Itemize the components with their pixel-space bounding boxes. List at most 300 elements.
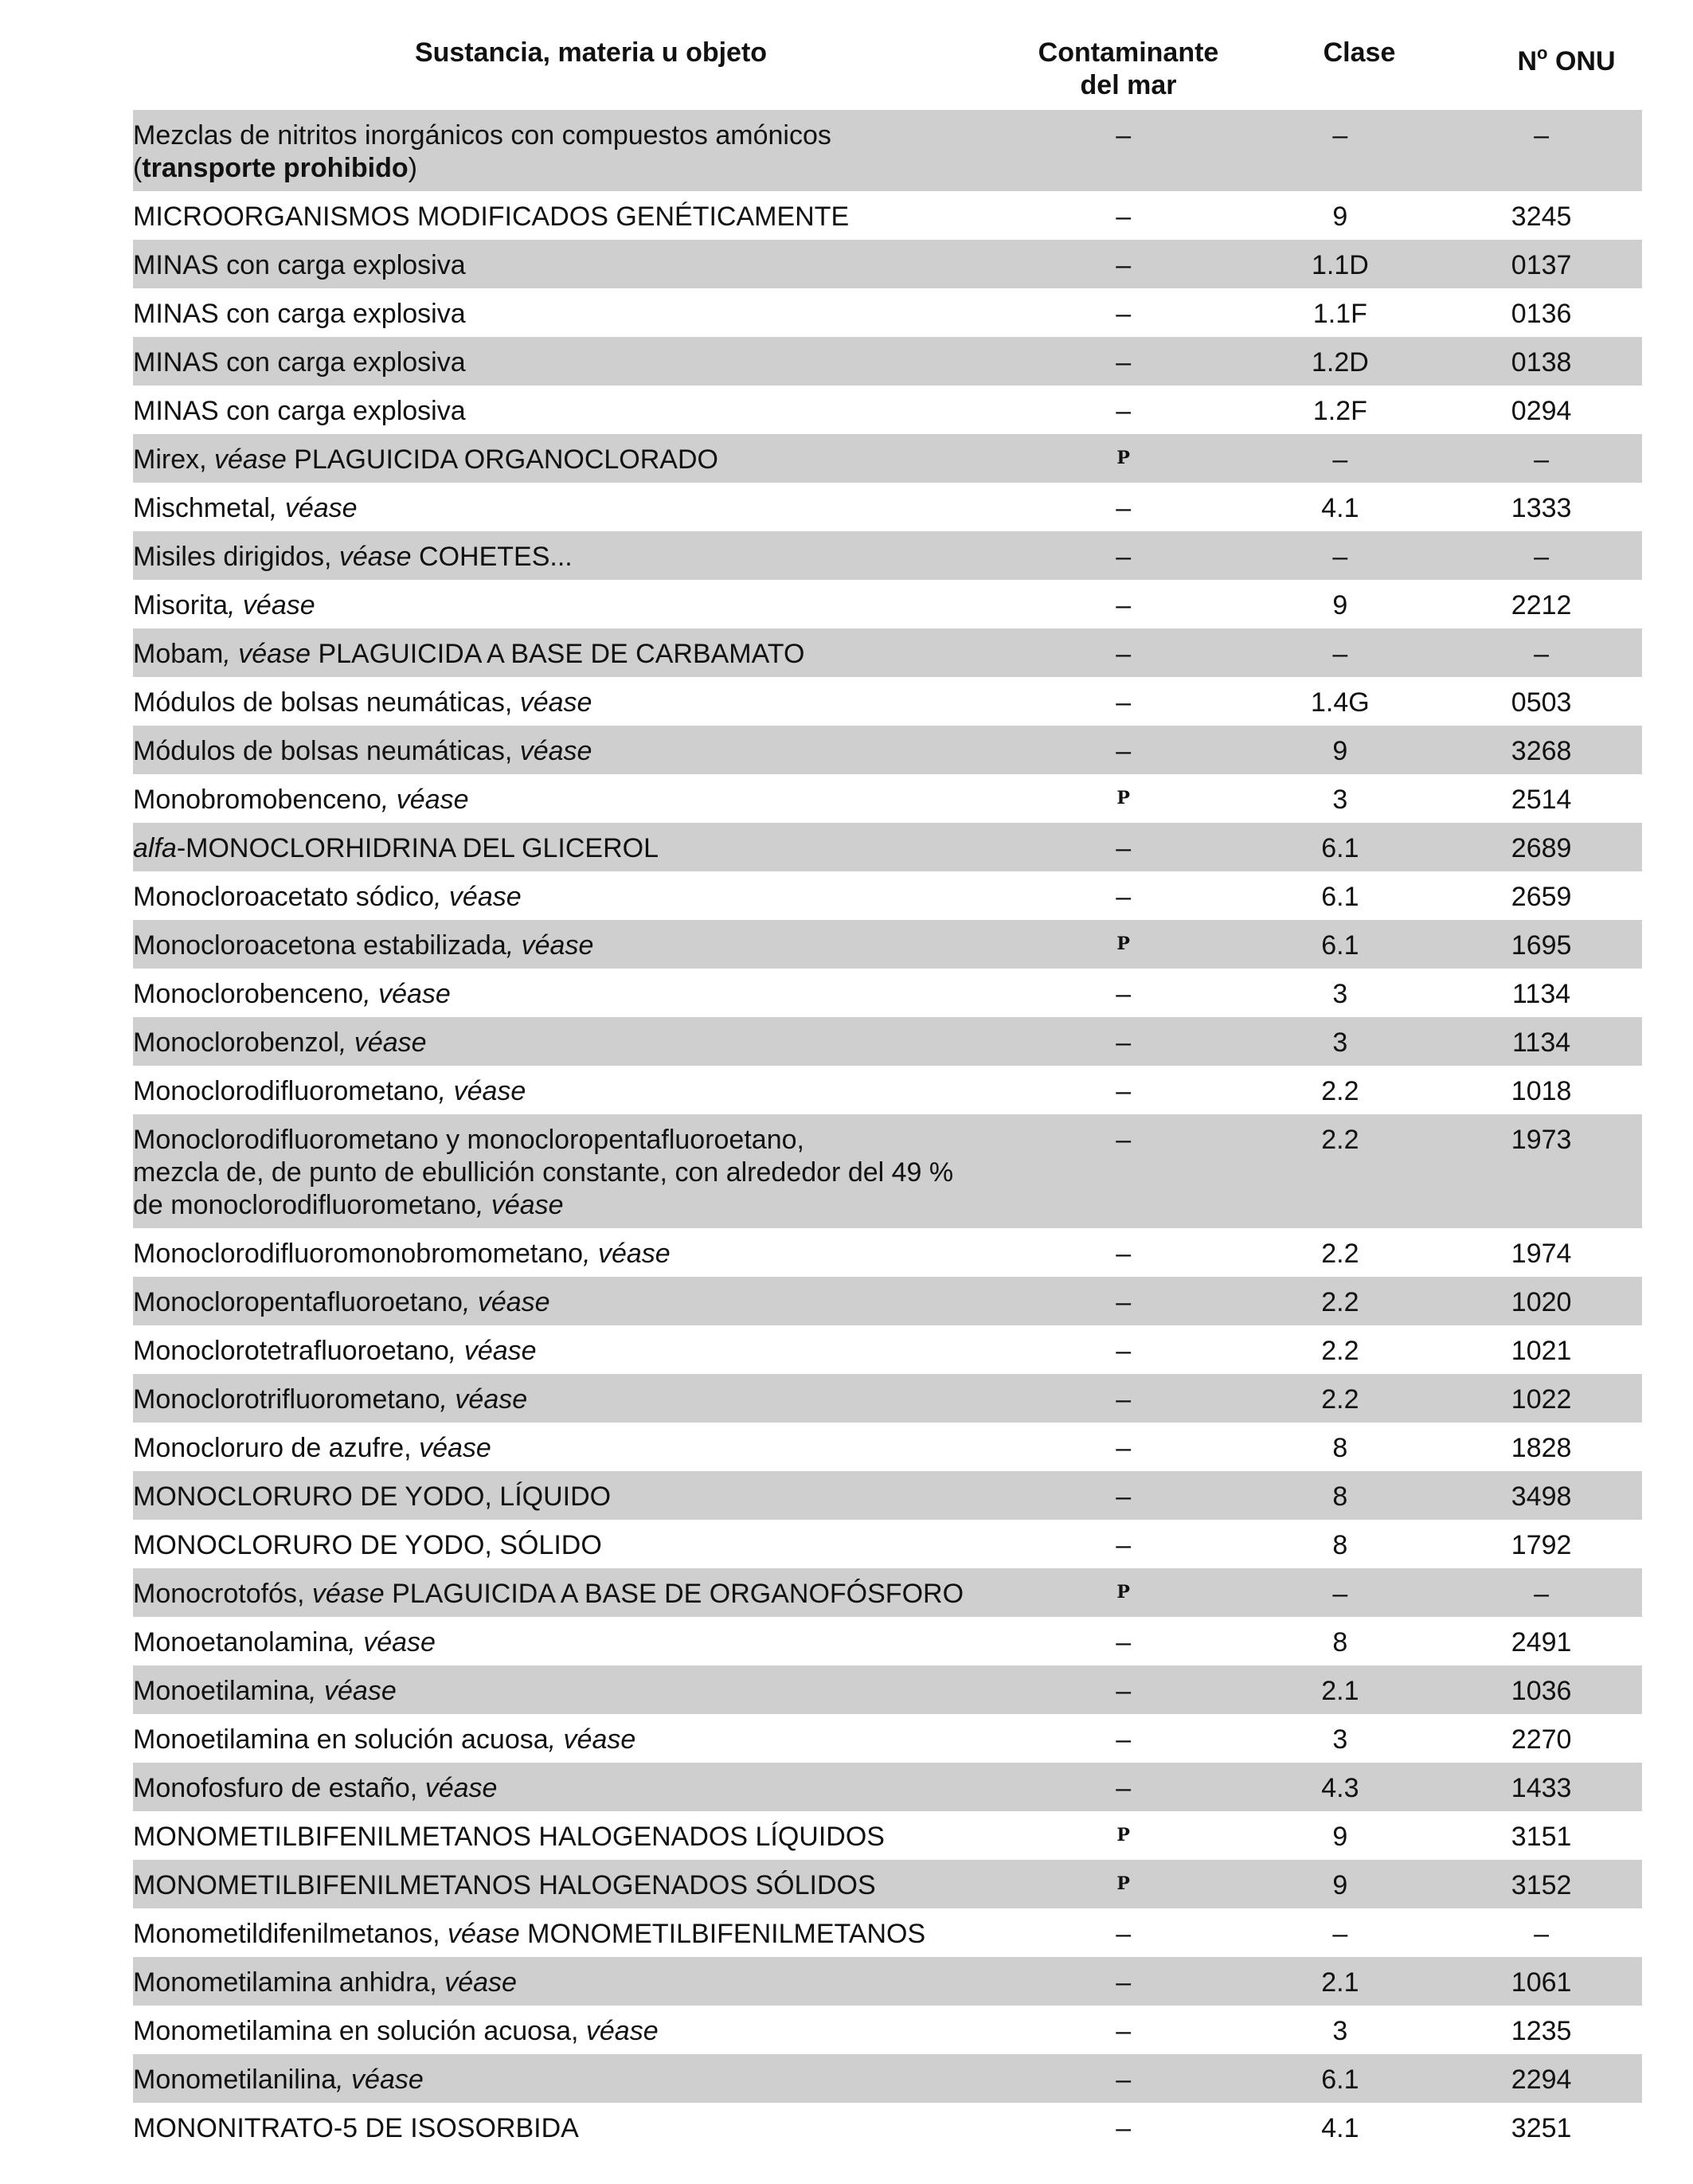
dash: –: [1116, 1027, 1132, 1058]
substance-text: (: [133, 153, 143, 183]
cell-substance: [133, 337, 1023, 379]
substance-text: Monocloruro de azufre,: [133, 1433, 420, 1463]
header-contaminant: [1009, 37, 1248, 102]
dash: –: [1116, 2113, 1132, 2143]
cell-marine-pollutant: [1007, 1908, 1240, 1951]
cell-class: 8: [1332, 1481, 1348, 1512]
dash: –: [1116, 2065, 1132, 2095]
cell-marine-pollutant: [1007, 823, 1240, 865]
cell-un-number: 0136: [1511, 299, 1572, 329]
cell-class: 6.1: [1321, 2065, 1359, 2095]
header-un-prefix: N: [1517, 46, 1538, 76]
cell-marine-pollutant: [1007, 2054, 1240, 2096]
cell-un-number: 1792: [1511, 1530, 1572, 1560]
cell-substance: [133, 920, 1023, 962]
cell-class: 1.1D: [1311, 250, 1369, 280]
substance-text: Monocloroacetato sódico: [133, 882, 435, 912]
dash: –: [1116, 1967, 1132, 1998]
cell-un-number: –: [1534, 1579, 1550, 1609]
cell-un-number: 0137: [1511, 250, 1572, 280]
substance-text: Monocloroacetona estabilizada: [133, 930, 506, 961]
cell-marine-pollutant: [1007, 1520, 1240, 1562]
dash: –: [1116, 736, 1132, 766]
substance-text: MINAS con carga explosiva: [133, 396, 466, 426]
substance-text: MONONITRATO-5 DE ISOSORBIDA: [133, 2113, 579, 2143]
substance-text: Monoetanolamina: [133, 1627, 349, 1658]
cell-substance: [133, 1325, 1023, 1368]
cell-class: –: [1332, 120, 1348, 151]
substance-text: Monometilamina en solución acuosa,: [133, 2016, 586, 2046]
dash: –: [1116, 1239, 1132, 1269]
table-row: [133, 288, 1642, 337]
cell-marine-pollutant: [1007, 1066, 1240, 1108]
cell-marine-pollutant: [1007, 337, 1240, 379]
dash: –: [1116, 1773, 1132, 1803]
substance-text: , véase: [462, 1287, 550, 1317]
substance-text: Misorita: [133, 590, 229, 620]
table-row: [133, 726, 1642, 774]
cell-substance: [133, 1714, 1023, 1756]
cell-marine-pollutant: [1007, 1277, 1240, 1319]
cell-substance: [133, 774, 1023, 816]
cell-substance: [133, 677, 1023, 719]
cell-substance: [133, 1617, 1023, 1659]
substance-text: -MONOCLORHIDRINA DEL GLICEROL: [176, 833, 659, 863]
substance-text: Mezclas de nitritos inorgánicos con compuestos amónicos: [133, 120, 831, 151]
substance-text: véase: [214, 444, 287, 475]
substance-text: Mobam: [133, 639, 224, 669]
cell-substance: [133, 288, 1023, 331]
cell-marine-pollutant: [1007, 1374, 1240, 1416]
substance-text: alfa: [133, 833, 177, 863]
substance-text: , véase: [438, 1076, 526, 1106]
dash: –: [1116, 1125, 1132, 1155]
dash: –: [1116, 2016, 1132, 2046]
substance-text: véase: [311, 1579, 385, 1609]
header-contaminant-line1: Contaminante: [1038, 37, 1219, 68]
cell-un-number: –: [1534, 1919, 1550, 1949]
cell-un-number: –: [1534, 120, 1550, 151]
dash: –: [1116, 120, 1132, 151]
cell-substance: [133, 969, 1023, 1011]
substance-text: Módulos de bolsas neumáticas,: [133, 687, 520, 718]
cell-class: 4.1: [1321, 2113, 1359, 2143]
substance-text: véase: [338, 542, 412, 572]
cell-class: 2.2: [1321, 1336, 1359, 1366]
cell-class: 3: [1332, 1724, 1348, 1755]
substance-text: Monoetilamina: [133, 1676, 310, 1706]
cell-class: 9: [1332, 590, 1348, 620]
cell-marine-pollutant: [1007, 1423, 1240, 1465]
cell-un-number: 2514: [1511, 785, 1572, 815]
cell-marine-pollutant: [1007, 434, 1240, 479]
substance-text: MONOCLORURO DE YODO, SÓLIDO: [133, 1530, 602, 1560]
cell-marine-pollutant: [1007, 1471, 1240, 1513]
dash: –: [1116, 1724, 1132, 1755]
dash: –: [1116, 542, 1132, 572]
substance-text: , véase: [228, 590, 315, 620]
table-row: [133, 2006, 1642, 2054]
cell-class: 4.1: [1321, 493, 1359, 523]
substance-text: transporte prohibido: [142, 153, 409, 183]
cell-un-number: 1021: [1511, 1336, 1572, 1366]
dash: –: [1116, 1384, 1132, 1415]
table-row: [133, 1277, 1642, 1325]
cell-un-number: 1433: [1511, 1773, 1572, 1803]
substance-text: Monoclorodifluorometano y monocloropentafluoroetano,: [133, 1125, 804, 1155]
cell-un-number: 1020: [1511, 1287, 1572, 1317]
substance-text: Monofosfuro de estaño,: [133, 1773, 425, 1803]
cell-class: 2.1: [1321, 1967, 1359, 1998]
substance-text: , véase: [363, 979, 451, 1009]
cell-un-number: –: [1534, 444, 1550, 475]
cell-substance: [133, 1957, 1023, 1999]
cell-marine-pollutant: [1007, 726, 1240, 768]
table-row: [133, 920, 1642, 969]
cell-class: 8: [1332, 1433, 1348, 1463]
table-row: [133, 677, 1642, 726]
cell-class: 8: [1332, 1530, 1348, 1560]
cell-marine-pollutant: [1007, 483, 1240, 525]
cell-un-number: 1973: [1511, 1125, 1572, 1155]
substance-text: Monocloropentafluoroetano: [133, 1287, 463, 1317]
cell-marine-pollutant: [1007, 2006, 1240, 2048]
substance-text: mezcla de, de punto de ebullición constante, con alrededor del 49 %: [133, 1157, 954, 1188]
cell-un-number: 1828: [1511, 1433, 1572, 1463]
table-row: [133, 1665, 1642, 1714]
cell-substance: [133, 1114, 1023, 1222]
cell-substance: [133, 1228, 1023, 1270]
table-row: [133, 628, 1642, 677]
cell-substance: [133, 240, 1023, 282]
cell-un-number: 1022: [1511, 1384, 1572, 1415]
cell-un-number: 2270: [1511, 1724, 1572, 1755]
cell-substance: [133, 191, 1023, 233]
cell-class: 2.2: [1321, 1384, 1359, 1415]
header-class: Clase: [1323, 37, 1396, 68]
cell-un-number: 2212: [1511, 590, 1572, 620]
table-row: [133, 337, 1642, 386]
cell-un-number: 3268: [1511, 736, 1572, 766]
table-row: [133, 1568, 1642, 1617]
substance-text: , véase: [309, 1676, 397, 1706]
substance-text: MONOCLORURO DE YODO, LÍQUIDO: [133, 1481, 612, 1512]
substance-text: véase: [444, 1967, 517, 1998]
cell-class: 1.2D: [1311, 347, 1369, 378]
dash: –: [1116, 1481, 1132, 1512]
substance-text: véase: [585, 2016, 659, 2046]
cell-un-number: –: [1534, 639, 1550, 669]
dash: –: [1116, 979, 1132, 1009]
dash: –: [1116, 1530, 1132, 1560]
substance-text: , véase: [548, 1724, 636, 1755]
substance-text: Módulos de bolsas neumáticas,: [133, 736, 520, 766]
cell-marine-pollutant: [1007, 191, 1240, 233]
cell-substance: [133, 531, 1023, 573]
dash: –: [1116, 396, 1132, 426]
cell-substance: [133, 1277, 1023, 1319]
cell-substance: [133, 823, 1023, 865]
cell-substance: [133, 110, 1023, 185]
substance-text: véase: [424, 1773, 498, 1803]
table-row: [133, 240, 1642, 288]
cell-marine-pollutant: [1007, 1957, 1240, 1999]
cell-un-number: 0503: [1511, 687, 1572, 718]
cell-class: 3: [1332, 785, 1348, 815]
cell-un-number: 3152: [1511, 1870, 1572, 1900]
table-row: [133, 1860, 1642, 1908]
substance-text: Monometilamina anhidra,: [133, 1967, 445, 1998]
cell-marine-pollutant: [1007, 1114, 1240, 1157]
cell-marine-pollutant: [1007, 1617, 1240, 1659]
table-row: [133, 1228, 1642, 1277]
dash: –: [1116, 250, 1132, 280]
substance-text: véase: [447, 1919, 520, 1949]
cell-substance: [133, 483, 1023, 525]
substance-text: de monoclorodifluorometano: [133, 1190, 476, 1220]
cell-class: 2.2: [1321, 1125, 1359, 1155]
substance-text: , véase: [448, 1336, 537, 1366]
substance-text: Monoclorodifluoromonobromometano: [133, 1239, 584, 1269]
dash: –: [1116, 1676, 1132, 1706]
marine-pollutant-mark: P: [1116, 933, 1130, 954]
substance-text: PLAGUICIDA A BASE DE ORGANOFÓSFORO: [384, 1579, 964, 1609]
table-row: [133, 871, 1642, 920]
table-row: [133, 1471, 1642, 1520]
cell-class: 3: [1332, 1027, 1348, 1058]
marine-pollutant-mark: P: [1116, 1825, 1130, 1845]
cell-class: 6.1: [1321, 833, 1359, 863]
cell-marine-pollutant: [1007, 110, 1240, 152]
cell-un-number: 2689: [1511, 833, 1572, 863]
table-row: [133, 1617, 1642, 1665]
cell-class: 2.2: [1321, 1239, 1359, 1269]
substance-text: , véase: [338, 1027, 427, 1058]
table-row: [133, 1957, 1642, 2006]
table-row: [133, 580, 1642, 628]
cell-class: 9: [1332, 202, 1348, 232]
cell-class: –: [1332, 444, 1348, 475]
table-row: [133, 1374, 1642, 1423]
cell-class: 2.2: [1321, 1076, 1359, 1106]
table-row: [133, 483, 1642, 531]
substance-text: Monoclorotrifluorometano: [133, 1384, 440, 1415]
marine-pollutant-mark: P: [1116, 1582, 1130, 1603]
header-un-suffix: ONU: [1547, 46, 1616, 76]
cell-marine-pollutant: [1007, 1714, 1240, 1756]
substance-text: PLAGUICIDA A BASE DE CARBAMATO: [311, 639, 805, 669]
substance-text: PLAGUICIDA ORGANOCLORADO: [286, 444, 718, 475]
table-row: [133, 2103, 1642, 2151]
substance-text: , véase: [223, 639, 311, 669]
dash: –: [1116, 1076, 1132, 1106]
cell-marine-pollutant: [1007, 531, 1240, 573]
dash: –: [1116, 833, 1132, 863]
table-header: [133, 32, 1642, 110]
substance-text: Monometildifenilmetanos,: [133, 1919, 448, 1949]
substance-text: Monoclorobenceno: [133, 979, 364, 1009]
dash: –: [1116, 882, 1132, 912]
substance-text: MONOMETILBIFENILMETANOS: [519, 1919, 926, 1949]
cell-class: 1.1F: [1312, 299, 1367, 329]
table-row: [133, 386, 1642, 434]
substance-text: Monoclorobenzol: [133, 1027, 339, 1058]
cell-un-number: –: [1534, 542, 1550, 572]
cell-marine-pollutant: [1007, 920, 1240, 965]
dash: –: [1116, 493, 1132, 523]
header-un-sup: o: [1537, 43, 1548, 63]
marine-pollutant-mark: P: [1116, 1873, 1130, 1894]
cell-marine-pollutant: [1007, 1568, 1240, 1614]
cell-marine-pollutant: [1007, 1017, 1240, 1059]
cell-substance: [133, 1908, 1023, 1951]
dash: –: [1116, 1919, 1132, 1949]
substance-text: Monoclorodifluorometano: [133, 1076, 439, 1106]
dash: –: [1116, 202, 1132, 232]
substance-text: , véase: [269, 493, 358, 523]
cell-un-number: 2659: [1511, 882, 1572, 912]
header-substance: Sustancia, materia u objeto: [414, 37, 768, 68]
dash: –: [1116, 1336, 1132, 1366]
cell-marine-pollutant: [1007, 774, 1240, 820]
cell-un-number: 2491: [1511, 1627, 1572, 1658]
substance-text: , véase: [336, 2065, 424, 2095]
cell-marine-pollutant: [1007, 871, 1240, 914]
substance-text: , véase: [381, 785, 469, 815]
cell-class: 1.2F: [1312, 396, 1367, 426]
dash: –: [1116, 1287, 1132, 1317]
substance-text: MICROORGANISMOS MODIFICADOS GENÉTICAMENTE: [133, 202, 850, 232]
substance-text: MINAS con carga explosiva: [133, 250, 466, 280]
cell-substance: [133, 1811, 1023, 1853]
substance-text: ): [408, 153, 417, 183]
table-body: [133, 110, 1642, 2151]
table-row: [133, 969, 1642, 1017]
table-row: [133, 110, 1642, 191]
cell-un-number: 0138: [1511, 347, 1572, 378]
cell-class: 4.3: [1321, 1773, 1359, 1803]
substance-text: , véase: [434, 882, 522, 912]
header-contaminant-line2: del mar: [1080, 70, 1177, 100]
cell-class: 2.1: [1321, 1676, 1359, 1706]
cell-substance: [133, 2103, 1023, 2145]
cell-substance: [133, 726, 1023, 768]
cell-class: 8: [1332, 1627, 1348, 1658]
cell-class: 3: [1332, 979, 1348, 1009]
table-row: [133, 1714, 1642, 1763]
cell-un-number: 3251: [1511, 2113, 1572, 2143]
cell-substance: [133, 1568, 1023, 1611]
table-row: [133, 1017, 1642, 1066]
dash: –: [1116, 299, 1132, 329]
cell-class: –: [1332, 542, 1348, 572]
cell-substance: [133, 1066, 1023, 1108]
substance-text: MINAS con carga explosiva: [133, 299, 466, 329]
substance-text: véase: [419, 1433, 491, 1463]
cell-un-number: 1061: [1511, 1967, 1572, 1998]
substance-text: MONOMETILBIFENILMETANOS HALOGENADOS SÓLIDOS: [133, 1870, 876, 1900]
cell-un-number: 1134: [1512, 979, 1571, 1009]
cell-substance: [133, 2006, 1023, 2048]
cell-marine-pollutant: [1007, 677, 1240, 719]
cell-substance: [133, 434, 1023, 476]
substance-text: , véase: [440, 1384, 528, 1415]
cell-substance: [133, 871, 1023, 914]
cell-class: –: [1332, 1919, 1348, 1949]
table-row: [133, 2054, 1642, 2103]
cell-un-number: 3498: [1511, 1481, 1572, 1512]
cell-class: 3: [1332, 2016, 1348, 2046]
cell-substance: [133, 1665, 1023, 1708]
table-row: [133, 1066, 1642, 1114]
table-row: [133, 1763, 1642, 1811]
cell-class: 9: [1332, 1870, 1348, 1900]
table-row: [133, 434, 1642, 483]
cell-marine-pollutant: [1007, 1811, 1240, 1857]
substance-text: Monocrotofós,: [133, 1579, 312, 1609]
substance-text: Mirex,: [133, 444, 214, 475]
table-row: [133, 1811, 1642, 1860]
cell-un-number: 1695: [1511, 930, 1572, 961]
cell-substance: [133, 2054, 1023, 2096]
cell-marine-pollutant: [1007, 628, 1240, 671]
substance-text: , véase: [506, 930, 594, 961]
marine-pollutant-mark: P: [1116, 788, 1130, 808]
cell-un-number: 1018: [1511, 1076, 1572, 1106]
dash: –: [1116, 639, 1132, 669]
cell-un-number: 3245: [1511, 202, 1572, 232]
cell-un-number: 0294: [1511, 396, 1572, 426]
cell-marine-pollutant: [1007, 969, 1240, 1011]
substance-text: Monometilanilina: [133, 2065, 337, 2095]
cell-substance: [133, 1017, 1023, 1059]
substance-text: , véase: [583, 1239, 671, 1269]
cell-class: 6.1: [1321, 930, 1359, 961]
cell-marine-pollutant: [1007, 1665, 1240, 1708]
table: [133, 32, 1642, 2151]
cell-un-number: 2294: [1511, 2065, 1572, 2095]
cell-marine-pollutant: [1007, 1228, 1240, 1270]
cell-substance: [133, 1471, 1023, 1513]
dash: –: [1116, 590, 1132, 620]
substance-text: véase: [519, 736, 592, 766]
substance-text: , véase: [475, 1190, 564, 1220]
substance-text: Monoetilamina en solución acuosa: [133, 1724, 549, 1755]
cell-class: 6.1: [1321, 882, 1359, 912]
table-row: [133, 191, 1642, 240]
cell-substance: [133, 628, 1023, 671]
substance-text: COHETES...: [411, 542, 573, 572]
table-row: [133, 774, 1642, 823]
cell-marine-pollutant: [1007, 1763, 1240, 1805]
cell-substance: [133, 386, 1023, 428]
substance-text: Monobromobenceno: [133, 785, 381, 815]
table-row: [133, 1325, 1642, 1374]
cell-marine-pollutant: [1007, 580, 1240, 622]
cell-substance: [133, 1520, 1023, 1562]
cell-class: 9: [1332, 1822, 1348, 1852]
cell-un-number: 1974: [1511, 1239, 1572, 1269]
cell-marine-pollutant: [1007, 2103, 1240, 2145]
cell-marine-pollutant: [1007, 1860, 1240, 1905]
marine-pollutant-mark: P: [1116, 448, 1130, 468]
substance-text: Misiles dirigidos,: [133, 542, 339, 572]
cell-substance: [133, 1374, 1023, 1416]
cell-substance: [133, 1860, 1023, 1902]
cell-marine-pollutant: [1007, 240, 1240, 282]
cell-substance: [133, 580, 1023, 622]
cell-un-number: 1036: [1511, 1676, 1572, 1706]
